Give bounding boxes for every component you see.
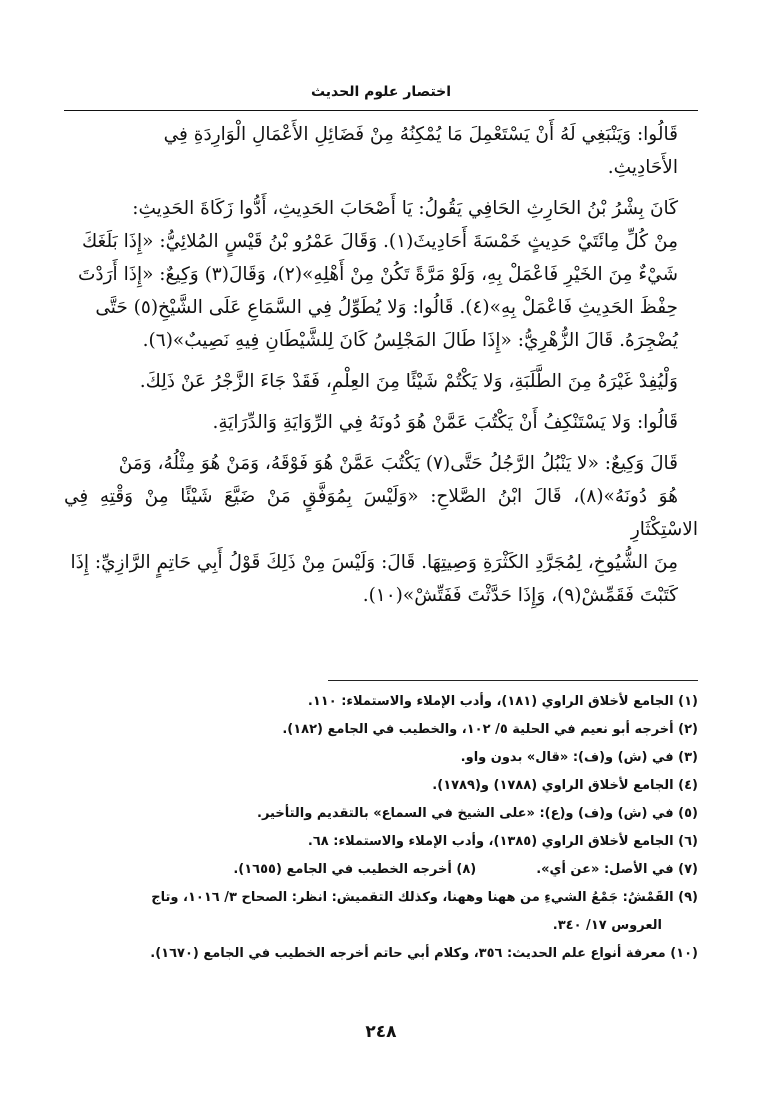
footnote-7: (٧) في الأصل: «عن أي».	[536, 862, 698, 877]
paragraph-2-line-5: يُضْجِرَهُ. قَالَ الزُّهْرِيُّ: «إِذَا طَالَ المَجْلِسُ كَانَ لِلشَّيْطَانِ فِيهِ نَصِيبٌ»(٦).	[142, 330, 678, 351]
paragraph-5-line-2: هُوَ دُونَهُ»(٨)، قَالَ ابْنُ الصَّلاحِ: «وَلَيْسَ بِمُوَفَّقٍ مَنْ ضَيَّعَ شَيْئًا مِنْ وَقْتِهِ فِي الاسْتِكْثَارِ	[64, 486, 698, 540]
running-header: اختصار علوم الحديث	[310, 84, 452, 100]
paragraph-5-line-1: قَالَ وَكِيعٌ: «لا يَنْبُلُ الرَّجُلُ حَتَّى(٧) يَكْتُبَ عَمَّنْ هُوَ فَوْقَهُ، وَمَنْ هُوَ مِثْلُهُ، وَمَنْ	[118, 453, 678, 474]
footnote-3: (٣) في (ش) و(ف): «قال» بدون واو.	[460, 750, 698, 765]
footnote-4: (٤) الجامع لأخلاق الراوي (١٧٨٨) و(١٧٨٩).	[432, 778, 698, 793]
paragraph-2-line-2: مِنْ كُلِّ مِائَتَيْ حَدِيثٍ خَمْسَةَ أَحَادِيثَ(١). وَقَالَ عَمْرُو بْنُ قَيْسٍ المُلائِيُّ: «إِذَا بَلَغَكَ	[81, 231, 678, 252]
header-rule	[64, 110, 698, 111]
paragraph-1-line-1: قَالُوا: وَيَنْبَغِي لَهُ أَنْ يَسْتَعْمِلَ مَا يُمْكِنُهُ مِنْ فَضَائِلِ الأَعْمَالِ الْوَارِدَةِ فِي	[163, 124, 678, 145]
paragraph-3	[64, 365, 698, 398]
paragraph-5-line-4: كَتَبْتَ فَقَمِّشْ(٩)، وَإِذَا حَدَّثْتَ فَفَتِّشْ»(١٠).	[362, 585, 678, 606]
page-number: ٢٤٨	[365, 1022, 397, 1042]
footnotes	[64, 688, 698, 968]
paragraph-2-line-3: شَيْءٌ مِنَ الخَيْرِ فَاعْمَلْ بِهِ، وَلَوْ مَرَّةً تَكُنْ مِنْ أَهْلِهِ»(٢)، وَقَالَ(٣) وَكِيعٌ: «إِذَا أَرَدْتَ	[77, 264, 678, 285]
paragraph-4	[64, 406, 698, 439]
main-text	[64, 118, 698, 620]
footnote-1: (١) الجامع لأخلاق الراوي (١٨١)، وأدب الإملاء والاستملاء: ١١٠.	[307, 694, 698, 709]
footnote-9	[64, 884, 698, 940]
paragraph-2	[64, 192, 698, 357]
footnote-row-7-8	[64, 856, 698, 884]
paragraph-4-line-1: قَالُوا: وَلا يَسْتَنْكِفُ أَنْ يَكْتُبَ عَمَّنْ هُوَ دُونَهُ فِي الرِّوَايَةِ وَالدِّرَايَةِ.	[212, 412, 678, 433]
paragraph-1	[64, 118, 698, 184]
footnote-5: (٥) في (ش) و(ف) و(ع): «على الشيخ في السماع» بالتقديم والتأخير.	[257, 806, 698, 821]
footnote-8: (٨) أخرجه الخطيب في الجامع (١٦٥٥).	[233, 862, 477, 877]
paragraph-5	[64, 447, 698, 612]
footnote-9-line-2: العروس ١٧/ ٣٤٠.	[552, 918, 662, 933]
footnote-10: (١٠) معرفة أنواع علم الحديث: ٣٥٦، وكلام أبي حاتم أخرجه الخطيب في الجامع (١٦٧٠).	[150, 946, 698, 961]
paragraph-5-line-3: مِنَ الشُّيُوخِ، لِمُجَرَّدِ الكَثْرَةِ وَصِيتِهَا. قَالَ: وَلَيْسَ مِنْ ذَلِكَ قَوْلُ أَبِي حَاتِمٍ الرَّازِيِّ: إِذَا	[70, 552, 678, 573]
paragraph-2-line-1: كَانَ بِشْرُ بْنُ الحَارِثِ الحَافِي يَقُولُ: يَا أَصْحَابَ الحَدِيثِ، أَدُّوا زَكَاةَ الحَدِيثِ:	[132, 198, 678, 219]
paragraph-3-line-1: وَلْيُفِدْ غَيْرَهُ مِنَ الطَّلَبَةِ، وَلا يَكْتُمْ شَيْئًا مِنَ العِلْمِ، فَقَدْ جَاءَ الزَّجْرُ عَنْ ذَلِكَ.	[139, 371, 678, 392]
footnote-6: (٦) الجامع لأخلاق الراوي (١٣٨٥)، وأدب الإملاء والاستملاء: ٦٨.	[307, 834, 698, 849]
footnote-rule	[328, 680, 698, 681]
footnote-2: (٢) أخرجه أبو نعيم في الحلية ٥/ ١٠٢، والخطيب في الجامع (١٨٢).	[282, 722, 698, 737]
paragraph-2-line-4: حِفْظَ الحَدِيثِ فَاعْمَلْ بِهِ»(٤). قَالُوا: وَلا يُطَوِّلُ فِي السَّمَاعِ عَلَى الشَّيْخِ(٥) حَتَّى	[95, 297, 678, 318]
paragraph-1-line-2: الأَحَادِيثِ.	[607, 157, 678, 178]
footnote-9-line-1: (٩) القَمْشُ: جَمْعُ الشيءِ من ههنا وههنا، وكذلك التقميش: انظر: الصحاح ٣/ ١٠١٦، وتاج	[151, 890, 698, 905]
